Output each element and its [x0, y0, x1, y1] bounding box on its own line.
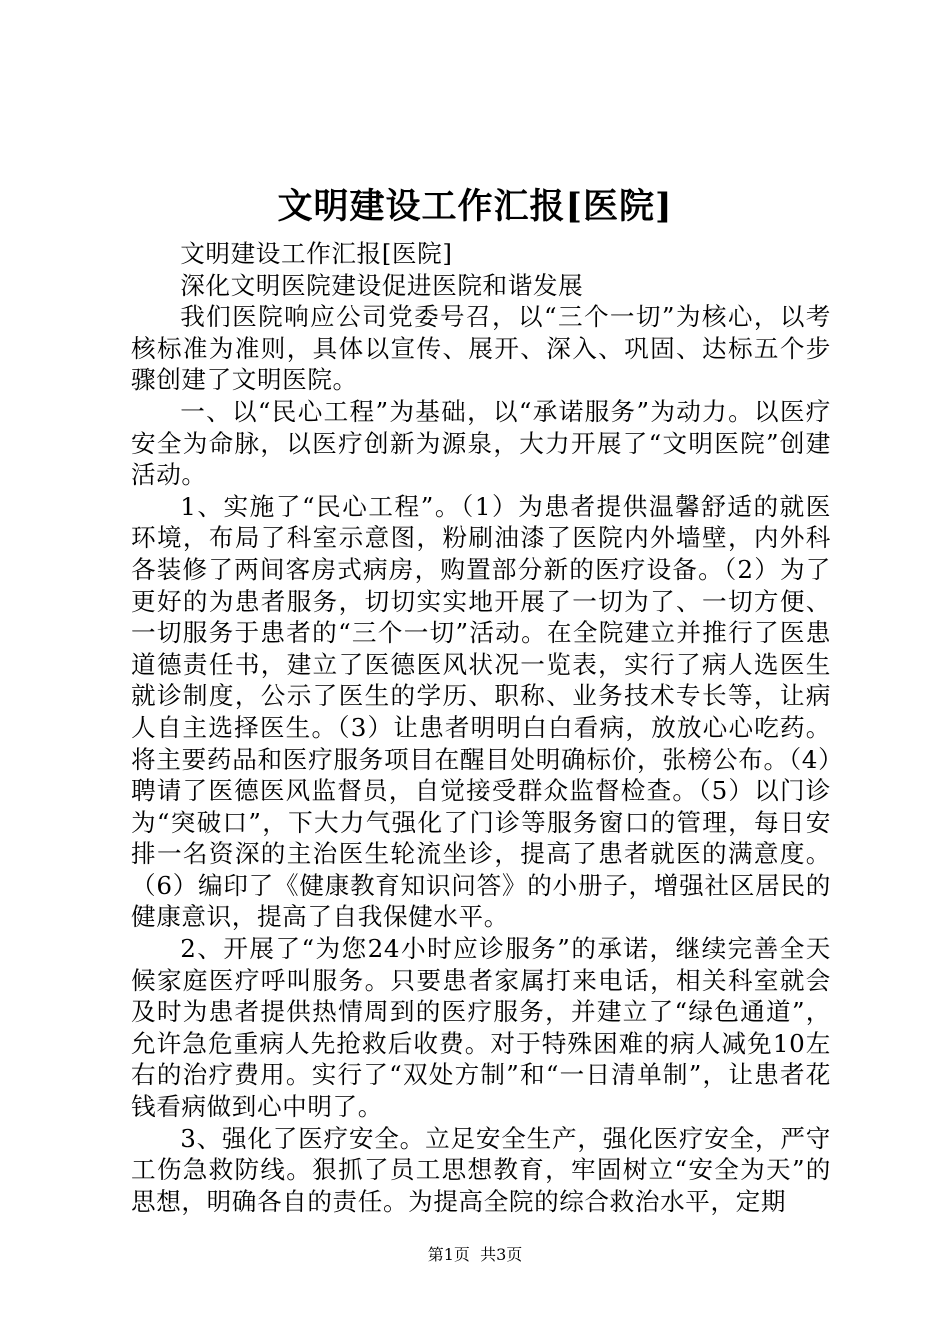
paragraph-item-1: 1、实施了“民心工程”。（1）为患者提供温馨舒适的就医环境，布局了科室示意图，粉刷油漆了医院内外墙壁，内外科各装修了两间客房式病房，购置部分新的医疗设备。（2）为了更好的为患者服务，切切实实地开展了一切为了、一切方便、一切服务于患者的“三个一切”活动。在全院建立并推行了医患道德责任书，建立了医德医风状况一览表，实行了病人选医生就诊制度，公示了医生的学历、职称、业务技术专长等，让病人自主选择医生。（3）让患者明明白白看病，放放心心吃药。将主要药品和医疗服务项目在醒目处明确标价，张榜公布。（4）聘请了医德医风监督员，自觉接受群众监督检查。（5）以门诊为“突破口”，下大力气强化了门诊等服务窗口的管理，每日安排一名资深的主治医生轮流坐诊，提高了患者就医的满意度。（6）编印了《健康教育知识问答》的小册子，增强社区居民的健康意识，提高了自我保健水平。: [131, 491, 831, 932]
paragraph-item-2: 2、开展了“为您24小时应诊服务”的承诺，继续完善全天候家庭医疗呼叫服务。只要患者家属打来电话，相关科室就会及时为患者提供热情周到的医疗服务，并建立了“绿色通道”，允许急危重病人先抢救后收费。对于特殊困难的病人减免10左右的治疗费用。实行了“双处方制”和“一日清单制”，让患者花钱看病做到心中明了。: [131, 934, 831, 1122]
paragraph-subtitle-1: 文明建设工作汇报[医院]: [180, 239, 453, 268]
page-total: 共3页: [480, 1245, 523, 1264]
page-footer: [0, 1243, 950, 1267]
paragraph-subtitle-2: 深化文明医院建设促进医院和谐发展: [180, 270, 584, 300]
document-body: [131, 238, 831, 1217]
page-number: 第1页: [427, 1245, 470, 1264]
document-title: 文明建设工作汇报[医院]: [277, 186, 673, 227]
footer-spacer: [470, 1245, 480, 1264]
paragraph-item-3: 3、强化了医疗安全。立足安全生产，强化医疗安全，严守工伤急救防线。狠抓了员工思想教育，牢固树立“安全为天”的思想，明确各自的责任。为提高全院的综合救治水平，定期: [131, 1123, 831, 1216]
paragraph-intro: 我们医院响应公司党委号召，以“三个一切”为核心，以考核标准为准则，具体以宣传、展开、深入、巩固、达标五个步骤创建了文明医院。: [131, 302, 831, 395]
paragraph-section-1: 一、以“民心工程”为基础，以“承诺服务”为动力。以医疗安全为命脉，以医疗创新为源泉，大力开展了“文明医院”创建活动。: [131, 396, 831, 490]
